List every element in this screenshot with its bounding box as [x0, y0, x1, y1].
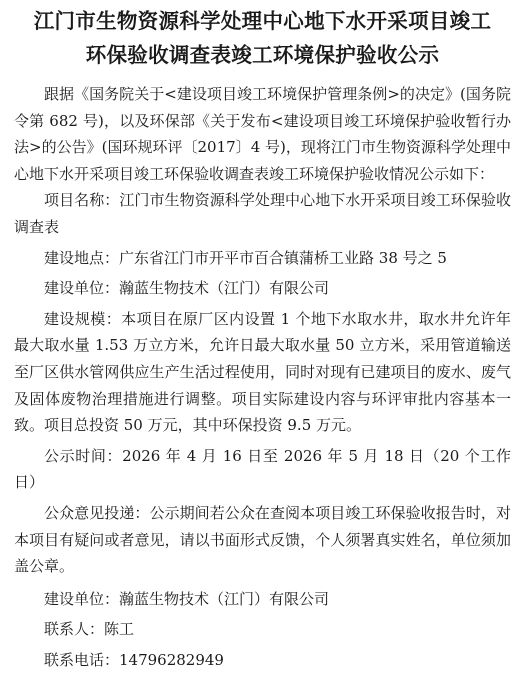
public-feedback: 公众意见投递：公示期间若公众在查阅本项目竣工环保验收报告时，对本项目有疑问或者意见，请以书面形式反馈，个人须署真实姓名，单位须加盖公章。	[14, 503, 511, 576]
construction-unit-repeat: 建设单位：瀚蓝生物技术（江门）有限公司	[44, 589, 330, 608]
page-title	[14, 4, 511, 72]
construction-unit: 建设单位：瀚蓝生物技术（江门）有限公司	[44, 279, 330, 298]
project-name: 项目名称：江门市生物资源科学处理中心地下水开采项目竣工环保验收调查表	[14, 191, 511, 236]
construction-location: 建设地点：广东省江门市开平市百合镇蒲桥工业路 38 号之 5	[44, 248, 447, 267]
contact-person: 联系人：陈工	[44, 620, 135, 639]
title-line-1: 江门市生物资源科学处理中心地下水开采项目竣工	[33, 9, 492, 33]
announcement-body	[14, 81, 511, 673]
public-notice-period: 公示时间：2026 年 4 月 16 日至 2026 年 5 月 18 日（20 个工作日）	[14, 446, 511, 492]
intro-paragraph: 跟据《国务院关于<建设项目竣工环境保护管理条例>的决定》(国务院令第 682 号)，以及环保部《关于发布<建设项目竣工环境保护验收暂行办法>的公告》(国环规环评〔2017〕4 号)，现将江门市生物资源科学处理中心地下水开采项目竣工环保验收调查表竣工环境保护验收情况公示如下：	[14, 85, 511, 183]
contact-phone: 联系电话：14796282949	[44, 650, 224, 669]
construction-scale: 建设规模：本项目在原厂区内设置 1 个地下水取水井，取水井允许年最大取水量 1.53 万立方米，允许日最大取水量 50 立方米，采用管道输送至厂区供水管网供应生产生活过程使用，同时对现有已建项目的废水、废气及固体废物治理措施进行调整。项目实际建设内容与环评审批内容基本一致。项目总投资 50 万元，其中环保投资 9.5 万元。	[14, 309, 511, 435]
title-line-2: 环保验收调查表竣工环境保护验收公示	[85, 43, 440, 67]
